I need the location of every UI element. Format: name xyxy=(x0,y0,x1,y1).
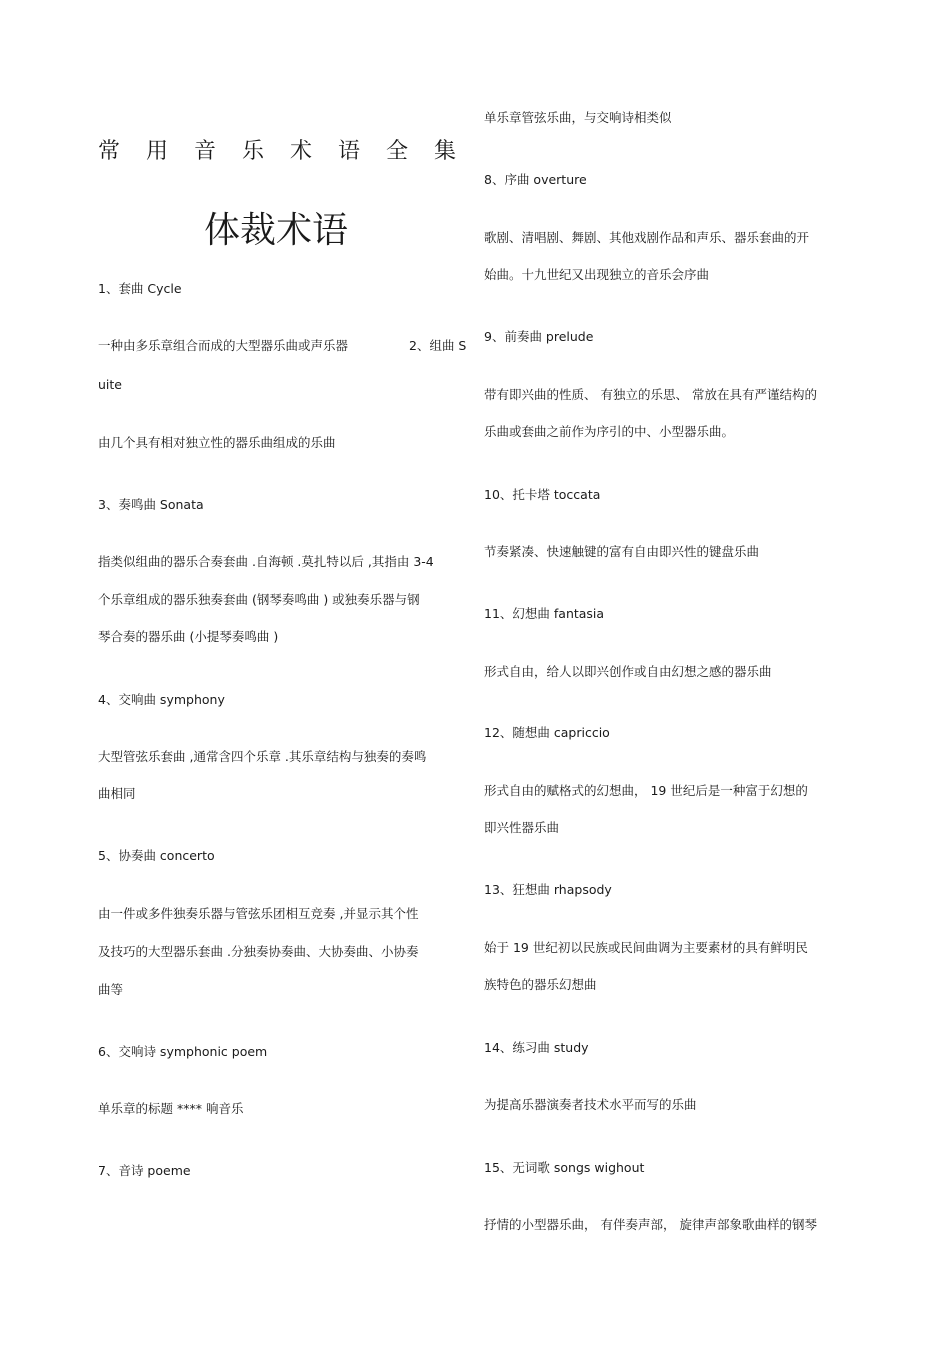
term-desc-suite: 由几个具有相对独立性的器乐曲组成的乐曲 xyxy=(98,435,336,450)
term-desc-fantasia: 形式自由，给人以即兴创作或自由幻想之感的器乐曲 xyxy=(484,664,772,679)
term-desc-prelude-2: 乐曲或套曲之前作为序引的中、小型器乐曲。 xyxy=(484,424,735,439)
term-heading-concerto: 5、协奏曲 concerto xyxy=(98,848,215,863)
term-heading-suite: 2、组曲 S xyxy=(409,338,467,353)
term-desc-capriccio-2: 即兴性器乐曲 xyxy=(484,820,560,835)
term-heading-study: 14、练习曲 study xyxy=(484,1040,589,1055)
term-heading-prelude: 9、前奏曲 prelude xyxy=(484,329,594,344)
term-desc-songs-without-words: 抒情的小型器乐曲， 有伴奏声部， 旋律声部象歌曲样的钢琴 xyxy=(484,1217,817,1232)
term-desc-prelude-1: 带有即兴曲的性质、 有独立的乐思、 常放在具有严谨结构的 xyxy=(484,387,817,402)
term-desc-toccata: 节奏紧凑、快速触键的富有自由即兴性的键盘乐曲 xyxy=(484,544,760,559)
term-desc-symphony-1: 大型管弦乐套曲 ,通常含四个乐章 .其乐章结构与独奏的奏鸣 xyxy=(98,749,427,764)
term-desc-symphonic-poem: 单乐章的标题 **** 响音乐 xyxy=(98,1101,244,1116)
term-heading-toccata: 10、托卡塔 toccata xyxy=(484,487,601,502)
term-desc-concerto-3: 曲等 xyxy=(98,982,124,997)
term-heading-overture: 8、序曲 overture xyxy=(484,172,587,187)
term-desc-cycle: 一种由多乐章组合而成的大型器乐曲或声乐器 xyxy=(98,338,349,353)
term-desc-poeme: 单乐章管弦乐曲，与交响诗相类似 xyxy=(484,110,672,125)
term-heading-cycle: 1、套曲 Cycle xyxy=(98,281,182,296)
term-heading-rhapsody: 13、狂想曲 rhapsody xyxy=(484,882,612,897)
term-desc-concerto-2: 及技巧的大型器乐套曲 .分独奏协奏曲、大协奏曲、小协奏 xyxy=(98,944,419,959)
term-desc-rhapsody-1: 始于 19 世纪初以民族或民间曲调为主要素材的具有鲜明民 xyxy=(484,940,808,955)
term-desc-sonata-3: 琴合奏的器乐曲 (小提琴奏鸣曲 ) xyxy=(98,629,279,644)
term-heading-sonata: 3、奏鸣曲 Sonata xyxy=(98,497,204,512)
term-desc-sonata-1: 指类似组曲的器乐合奏套曲 .自海顿 .莫扎特以后 ,其指由 3-4 xyxy=(98,554,434,569)
term-heading-songs-without-words: 15、无词歌 songs wighout xyxy=(484,1160,645,1175)
term-desc-study: 为提高乐器演奏者技术水平而写的乐曲 xyxy=(484,1097,697,1112)
term-desc-overture-1: 歌剧、清唱剧、舞剧、其他戏剧作品和声乐、器乐套曲的开 xyxy=(484,230,810,245)
term-desc-symphony-2: 曲相同 xyxy=(98,786,136,801)
term-desc-sonata-2: 个乐章组成的器乐独奏套曲 (钢琴奏鸣曲 ) 或独奏乐器与钢 xyxy=(98,592,420,607)
section-heading: 体裁术语 xyxy=(204,210,349,251)
term-heading-capriccio: 12、随想曲 capriccio xyxy=(484,725,610,740)
term-desc-capriccio-1: 形式自由的赋格式的幻想曲， 19 世纪后是一种富于幻想的 xyxy=(484,783,808,798)
term-desc-overture-2: 始曲。十九世纪又出现独立的音乐会序曲 xyxy=(484,267,710,282)
term-desc-concerto-1: 由一件或多件独奏乐器与管弦乐团相互竞奏 ,并显示其个性 xyxy=(98,906,419,921)
page-title: 常用音乐术语全集 xyxy=(98,139,483,164)
term-desc-rhapsody-2: 族特色的器乐幻想曲 xyxy=(484,977,597,992)
term-heading-suite-cont: uite xyxy=(98,377,122,392)
term-heading-fantasia: 11、幻想曲 fantasia xyxy=(484,606,605,621)
term-heading-symphonic-poem: 6、交响诗 symphonic poem xyxy=(98,1044,268,1059)
term-heading-symphony: 4、交响曲 symphony xyxy=(98,692,225,707)
term-heading-poeme: 7、音诗 poeme xyxy=(98,1163,191,1178)
